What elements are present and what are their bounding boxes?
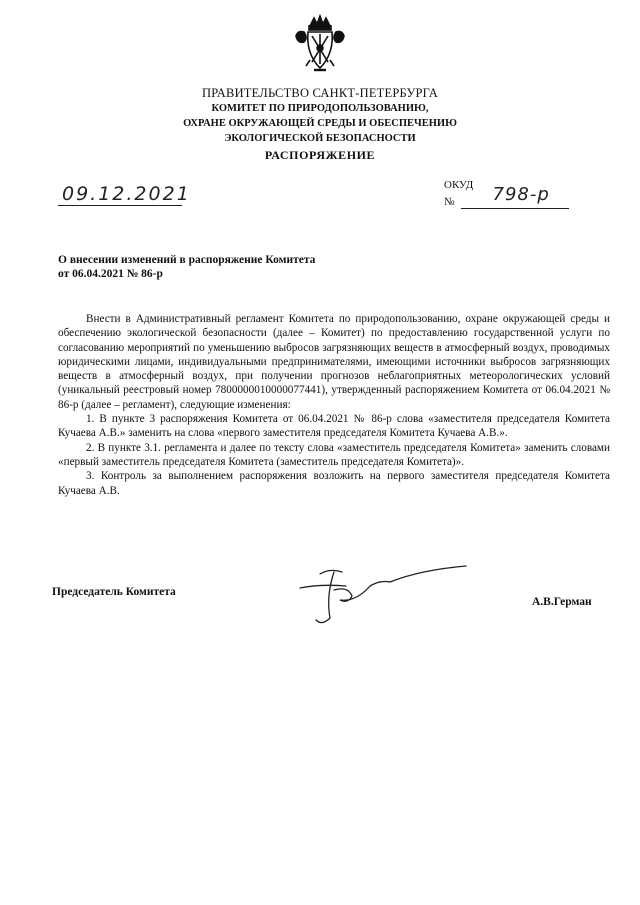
committee-line: КОМИТЕТ ПО ПРИРОДОПОЛЬЗОВАНИЮ, [211,103,429,114]
item-paragraph: 2. В пункте 3.1. регламента и далее по тексту слова «заместитель председателя Комитета» заменить словами «первый заместитель председателя Комитета (заместитель председателя Комитета)». [58,441,610,468]
intro-paragraph: Внести в Административный регламент Комитета по природопользованию, охране окружающей среды и обеспечению экологической безопасности (далее – Комитет) по предоставлению государственной услуги по согласованию мероприятий по уменьшению выбросов загрязняющих веществ в атмосферный воздух, проводимых юридическими лицами, индивидуальными предпринимателями, имеющими источники выбросов загрязняющих веществ в атмосферный воздух, при получении прогнозов неблагоприятных метеорологических условий (уникальный реестровый номер 7800000010000077441), утвержденный распоряжением Комитета от 06.04.2021 № 86-р (далее – регламент), следующие изменения: [58,313,610,411]
item-paragraph: 1. В пункте 3 распоряжения Комитета от 06.04.2021 № 86-р слова «заместителя председателя Комитета Кучаева А.В.» заменить на слова «первого заместителя председателя Комитета Кучаева А.В.». [58,413,610,440]
document-type: РАСПОРЯЖЕНИЕ [264,148,376,162]
document-body [58,312,610,498]
committee-line: ЭКОЛОГИЧЕСКОЙ БЕЗОПАСНОСТИ [224,133,416,144]
committee-name [0,101,640,146]
signature-icon [290,556,470,636]
committee-line: ОХРАНЕ ОКРУЖАЮЩЕЙ СРЕДЫ И ОБЕСПЕЧЕНИЮ [183,118,457,129]
date-field [58,183,191,206]
government-name: ПРАВИТЕЛЬСТВО САНКТ-ПЕТЕРБУРГА [202,86,438,100]
signer-title: Председатель Комитета [52,586,176,598]
handwritten-number: 798-р [492,184,550,205]
signer-name: А.В.Герман [532,596,592,608]
number-line [461,184,570,209]
document-subject [58,253,315,281]
number-sign: № [444,196,455,208]
coat-of-arms-icon [288,14,352,74]
item-paragraph: 3. Контроль за выполнением распоряжения возложить на первого заместителя председателя Комитета Кучаева А.В. [58,470,610,497]
subject-line: от 06.04.2021 № 86-р [58,268,163,280]
subject-line: О внесении изменений в распоряжение Комитета [58,254,316,266]
okud-label: ОКУД [444,179,474,191]
handwritten-date: 09.12.2021 [58,183,182,206]
